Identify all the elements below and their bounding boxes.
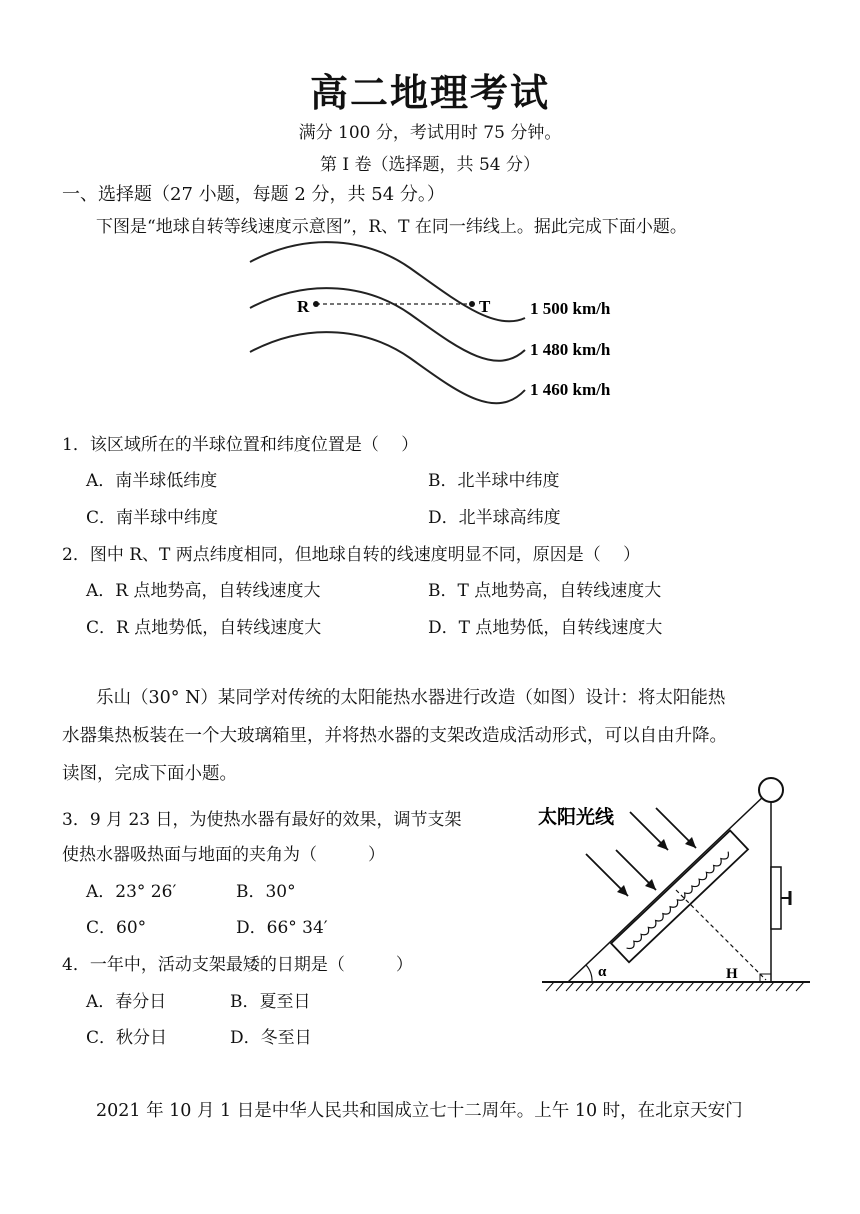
- exam-subtitle: 满分 100 分，考试用时 75 分钟。: [298, 123, 562, 143]
- q2-stem: 2．图中 R、T 两点纬度相同，但地球自转的线速度明显不同，原因是（ ）: [62, 545, 641, 565]
- q3-option-d[interactable]: D．66° 34′: [236, 918, 328, 938]
- point-r-marker: [313, 301, 319, 307]
- q1-option-a[interactable]: A．南半球低纬度: [86, 471, 218, 491]
- group3-intro-line1: 2021 年 10 月 1 日是中华人民共和国成立七十二周年。上午 10 时，在北京天安门: [96, 1101, 743, 1121]
- alpha-arc: [586, 965, 592, 982]
- group2-intro-line2: 水器集热板装在一个大玻璃箱里，并将热水器的支架改造成活动形式，可以自由升降。: [62, 726, 727, 746]
- group2-intro-line3: 读图，完成下面小题。: [62, 764, 237, 784]
- ground-hatching: [546, 982, 804, 991]
- isoline-label-1460: 1 460 km/h: [530, 380, 611, 399]
- glass-box: [611, 830, 748, 962]
- point-t-label: T: [479, 297, 491, 316]
- sunlight-label: 太阳光线: [538, 806, 615, 828]
- q3-stem-line2: 使热水器吸热面与地面的夹角为（ ）: [62, 845, 385, 865]
- q2-option-c[interactable]: C．R 点地势低，自转线速度大: [86, 618, 322, 638]
- isoline-label-1500: 1 500 km/h: [530, 299, 611, 318]
- q4-stem: 4．一年中，活动支架最矮的日期是（ ）: [62, 955, 413, 975]
- page-title: 高二地理考试: [309, 71, 550, 115]
- q2-option-b[interactable]: B．T 点地势高，自转线速度大: [428, 581, 662, 601]
- q1-option-c[interactable]: C．南半球中纬度: [86, 508, 219, 528]
- group2-intro-line1: 乐山（30° N）某同学对传统的太阳能热水器进行改造（如图）设计：将太阳能热: [96, 688, 726, 708]
- q1-option-d[interactable]: D．北半球高纬度: [428, 508, 561, 528]
- q3-option-a[interactable]: A．23° 26′: [86, 882, 177, 902]
- point-t-marker: [469, 301, 475, 307]
- group1-intro: 下图是“地球自转等线速度示意图”，R、T 在同一纬线上。据此完成下面小题。: [96, 217, 687, 237]
- pulley: [759, 778, 783, 802]
- volume-heading: 第 I 卷（选择题，共 54 分）: [320, 155, 540, 175]
- q4-option-a[interactable]: A．春分日: [86, 992, 167, 1012]
- alpha-label: α: [598, 964, 607, 980]
- q4-option-b[interactable]: B．夏至日: [230, 992, 311, 1012]
- rotation-velocity-figure: [240, 240, 630, 420]
- solar-heater-figure: [538, 772, 818, 1002]
- q3-option-c[interactable]: C．60°: [86, 918, 147, 938]
- q4-option-d[interactable]: D．冬至日: [230, 1028, 312, 1048]
- isoline-label-1480: 1 480 km/h: [530, 340, 611, 359]
- q4-option-c[interactable]: C．秋分日: [86, 1028, 168, 1048]
- q3-option-b[interactable]: B．30°: [236, 882, 296, 902]
- section-heading: 一、选择题（27 小题，每题 2 分，共 54 分。）: [62, 184, 445, 205]
- isoline-1460: [250, 332, 525, 403]
- height-adjuster: [771, 867, 781, 929]
- point-r-label: R: [297, 297, 310, 316]
- q2-option-d[interactable]: D．T 点地势低，自转线速度大: [428, 618, 663, 638]
- q3-stem-line1: 3．9 月 23 日，为使热水器有最好的效果，调节支架: [62, 810, 462, 830]
- q1-option-b[interactable]: B．北半球中纬度: [428, 471, 560, 491]
- q2-option-a[interactable]: A．R 点地势高，自转线速度大: [86, 581, 321, 601]
- h-label: H: [726, 966, 738, 982]
- q1-stem: 1．该区域所在的半球位置和纬度位置是（ ）: [62, 435, 419, 455]
